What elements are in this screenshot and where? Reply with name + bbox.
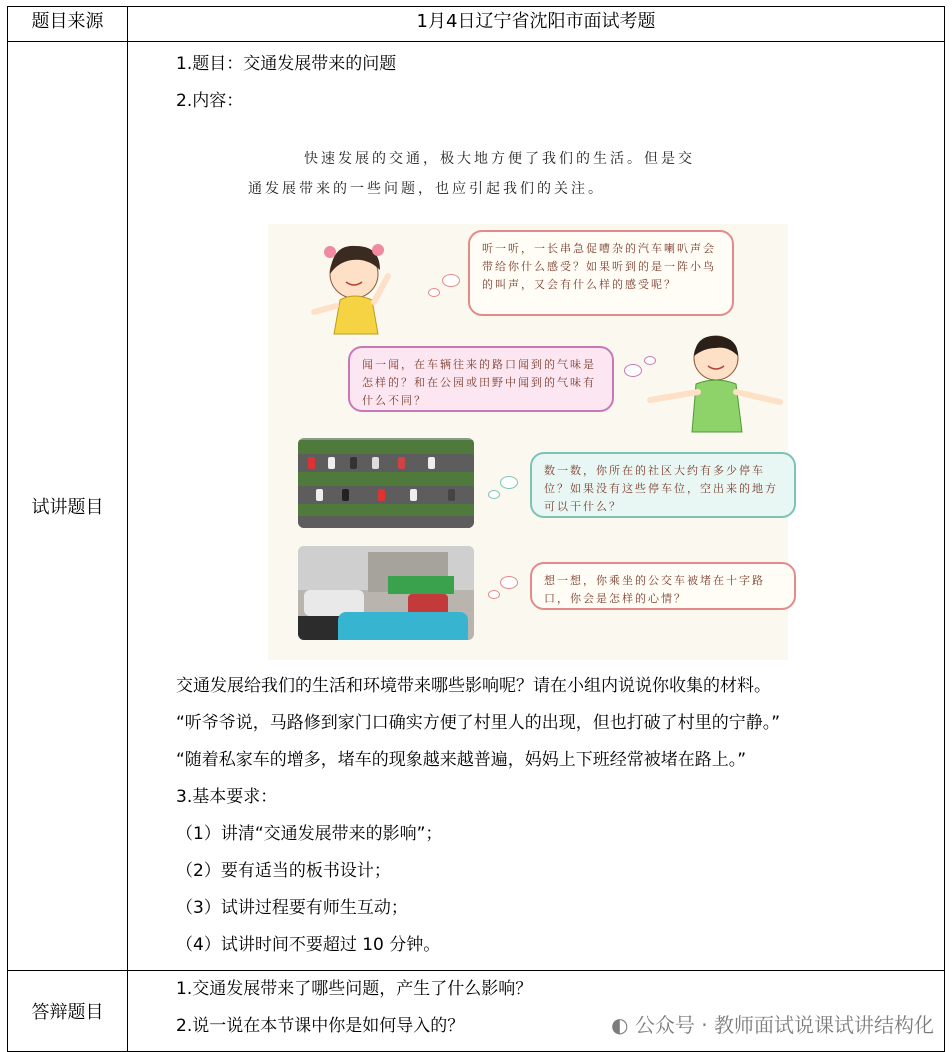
trial-lesson-row [8, 42, 945, 971]
source-value: 1月4日辽宁省沈阳市面试考题 [128, 7, 945, 42]
intro-line-1: 快速发展的交通，极大地方便了我们的生活。但是交 [304, 151, 695, 167]
trial-lesson-content [128, 42, 945, 971]
requirement-item: （3）试讲过程要有师生互动； [176, 898, 408, 918]
thought-dot [428, 288, 440, 297]
defense-question-1: 1.交通发展带来了哪些问题，产生了什么影响？ [176, 979, 533, 999]
boy-illustration [638, 328, 788, 438]
trial-lesson-label: 试讲题目 [8, 42, 128, 971]
requirement-item: （1）讲清“交通发展带来的影响”； [176, 824, 443, 844]
content-line: 2.内容： [176, 91, 244, 111]
girl-illustration [308, 230, 428, 340]
intro-line-2: 通发展带来的一些问题，也应引起我们的关注。 [248, 181, 605, 197]
thought-dot [500, 476, 518, 489]
watermark-text: 公众号 · 教师面试说课试讲结构化 [634, 1013, 934, 1037]
header-row [8, 7, 945, 42]
speech-bubble-count: 数一数，你所在的社区大约有多少停车位？如果没有这些停车位，空出来的地方可以干什么？ [530, 452, 796, 518]
exam-question-table [7, 6, 945, 1052]
traffic-jam-photo [298, 546, 474, 640]
watermark [611, 1009, 934, 1038]
thought-dot [644, 356, 656, 365]
topic-line: 1.题目：交通发展带来的问题 [176, 54, 397, 74]
quote-1: “听爷爷说，马路修到家门口确实方便了村里人的出现，但也打破了村里的宁静。” [176, 713, 781, 733]
thought-dot [500, 576, 518, 589]
requirement-item: （2）要有适当的板书设计； [176, 861, 391, 881]
quote-2: “随着私家车的增多，堵车的现象越来越普遍，妈妈上下班经常被堵在路上。” [176, 750, 747, 770]
requirements-title: 3.基本要求： [176, 787, 278, 807]
speech-bubble-listen: 听一听，一长串急促嘈杂的汽车喇叭声会带给你什么感受？如果听到的是一阵小鸟的叫声，又会有什么样的感受呢？ [468, 230, 734, 316]
thought-dot [488, 590, 500, 599]
parking-lot-photo [298, 438, 474, 528]
intro-text [248, 144, 808, 204]
paragraph-1: 交通发展给我们的生活和环境带来哪些影响呢？请在小组内说说你收集的材料。 [176, 676, 771, 696]
requirement-item: （4）试讲时间不要超过 10 分钟。 [176, 935, 441, 955]
wechat-icon: ◐ [611, 1013, 629, 1037]
thought-dot [488, 490, 500, 499]
speech-bubble-smell: 闻一闻，在车辆往来的路口闻到的气味是怎样的？和在公园或田野中闻到的气味有什么不同？ [348, 346, 614, 412]
defense-label: 答辩题目 [8, 971, 128, 1052]
source-label: 题目来源 [8, 7, 128, 42]
defense-question-2: 2.说一说在本节课中你是如何导入的？ [176, 1016, 465, 1036]
thought-dot [624, 364, 642, 377]
textbook-illustration [268, 224, 788, 660]
speech-bubble-think: 想一想，你乘坐的公交车被堵在十字路口，你会是怎样的心情？ [530, 562, 796, 610]
thought-dot [442, 274, 460, 287]
